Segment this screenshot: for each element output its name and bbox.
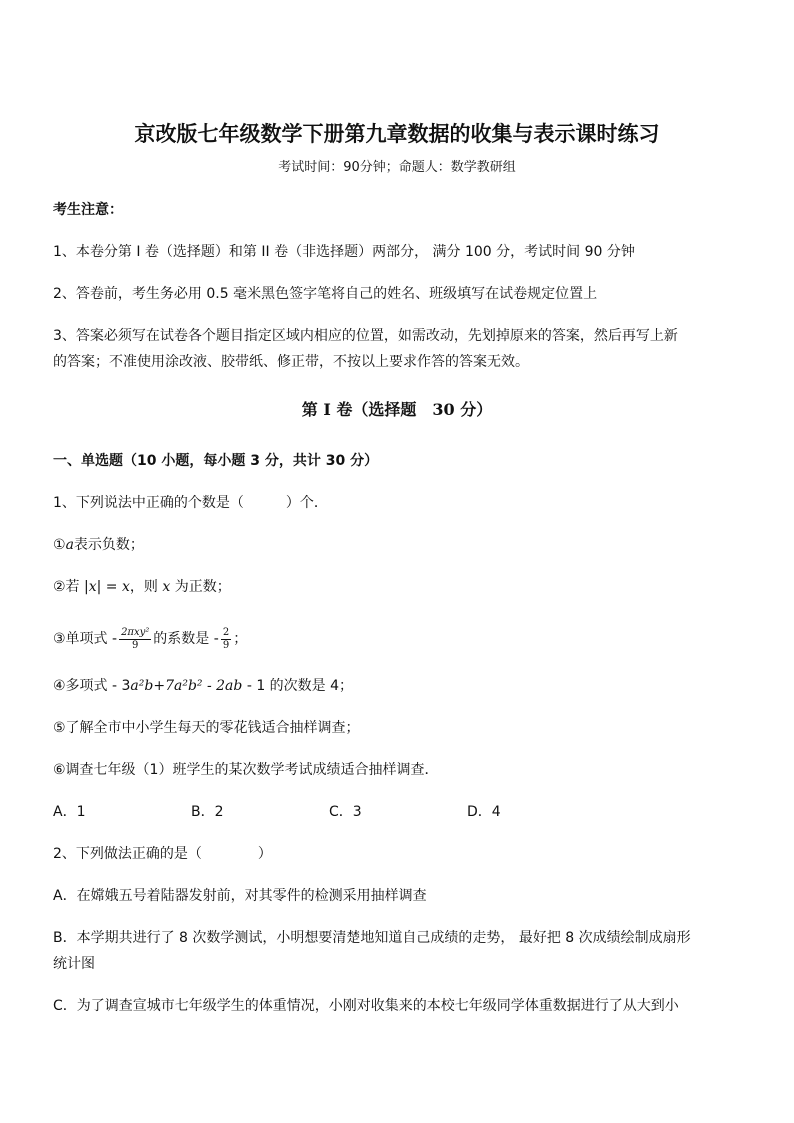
statement-prefix: ① xyxy=(53,537,66,553)
question-2-stem: 2、下列做法正确的是（ ） xyxy=(53,846,272,862)
statement-text: ； xyxy=(233,631,248,647)
question-1-statement-3 xyxy=(53,624,247,654)
question-2-option-b[interactable]: B．本学期共进行了 8 次数学测试，小明想要清楚地知道自己成绩的走势， 最好把 8 次成绩绘制成扇形 xyxy=(53,930,691,946)
question-2-option-a[interactable]: A．在嫦娥五号着陆器发射前，对其零件的检测采用抽样调查 xyxy=(53,888,427,904)
question-2-option-b-cont: 统计图 xyxy=(53,956,95,972)
fraction-monomial xyxy=(119,627,151,652)
question-1-statement-5: ⑤了解全市中小学生每天的零花钱适合抽样调查； xyxy=(53,720,360,736)
option-b[interactable]: B．2 xyxy=(191,804,224,820)
statement-text: 为正数； xyxy=(170,579,231,595)
fraction-denominator: 9 xyxy=(131,639,139,651)
statement-prefix: ④多项式 - 3 xyxy=(53,678,131,694)
fraction-denominator: 9 xyxy=(222,639,230,651)
exam-info: 考试时间：90分钟；命题人：数学教研组 xyxy=(278,160,516,175)
statement-text: 的系数是 - xyxy=(153,631,219,647)
notice-item-3: 3、答案必须写在试卷各个题目指定区域内相应的位置，如需改动，先划掉原来的答案，然后再写上新 xyxy=(53,328,678,344)
statement-text: - 1 的次数是 4； xyxy=(242,678,354,694)
math-var: x xyxy=(162,579,171,595)
option-a[interactable]: A．1 xyxy=(53,804,86,820)
question-2-option-c[interactable]: C．为了调查宣城市七年级学生的体重情况，小刚对收集来的本校七年级同学体重数据进行了从大到小 xyxy=(53,998,679,1014)
part-heading: 一、单选题（10 小题，每小题 3 分，共计 30 分） xyxy=(53,453,379,469)
math-var: x xyxy=(121,579,130,595)
option-c[interactable]: C．3 xyxy=(329,804,362,820)
section-title: 第 I 卷（选择题 30 分） xyxy=(301,400,493,419)
document-title: 京改版七年级数学下册第九章数据的收集与表示课时练习 xyxy=(134,121,660,146)
notice-heading: 考生注意： xyxy=(53,202,123,218)
statement-prefix: ③单项式 - xyxy=(53,631,118,647)
fraction-numerator: 2 xyxy=(222,626,230,638)
option-d[interactable]: D．4 xyxy=(467,804,501,820)
question-1-stem: 1、下列说法中正确的个数是（ ）个． xyxy=(53,495,328,511)
notice-item-2: 2、答卷前，考生务必用 0.5 毫米黑色签字笔将自己的姓名、班级填写在试卷规定位置上 xyxy=(53,286,598,302)
statement-text: | = xyxy=(96,579,122,595)
math-var: x xyxy=(88,579,97,595)
fraction-coefficient xyxy=(221,627,231,652)
question-1-statement-4 xyxy=(53,676,353,696)
question-1-options xyxy=(53,802,753,822)
notice-item-3-cont: 的答案；不准使用涂改液、胶带纸、修正带，不按以上要求作答的答案无效。 xyxy=(53,354,529,370)
math-expression: a²b+7a²b² - 2ab xyxy=(130,678,243,694)
question-1-statement-2 xyxy=(53,577,231,597)
math-var: a xyxy=(65,537,74,553)
statement-text: ，则 xyxy=(129,579,163,595)
fraction-numerator: 2πxy² xyxy=(121,626,150,638)
question-1-statement-6: ⑥调查七年级（1）班学生的某次数学考试成绩适合抽样调查． xyxy=(53,762,439,778)
notice-item-1: 1、本卷分第 I 卷（选择题）和第 II 卷（非选择题）两部分， 满分 100 分，考试时间 90 分钟 xyxy=(53,244,635,260)
statement-text: 表示负数； xyxy=(73,537,144,553)
statement-prefix: ②若 | xyxy=(53,579,89,595)
question-1-statement-1 xyxy=(53,535,144,555)
